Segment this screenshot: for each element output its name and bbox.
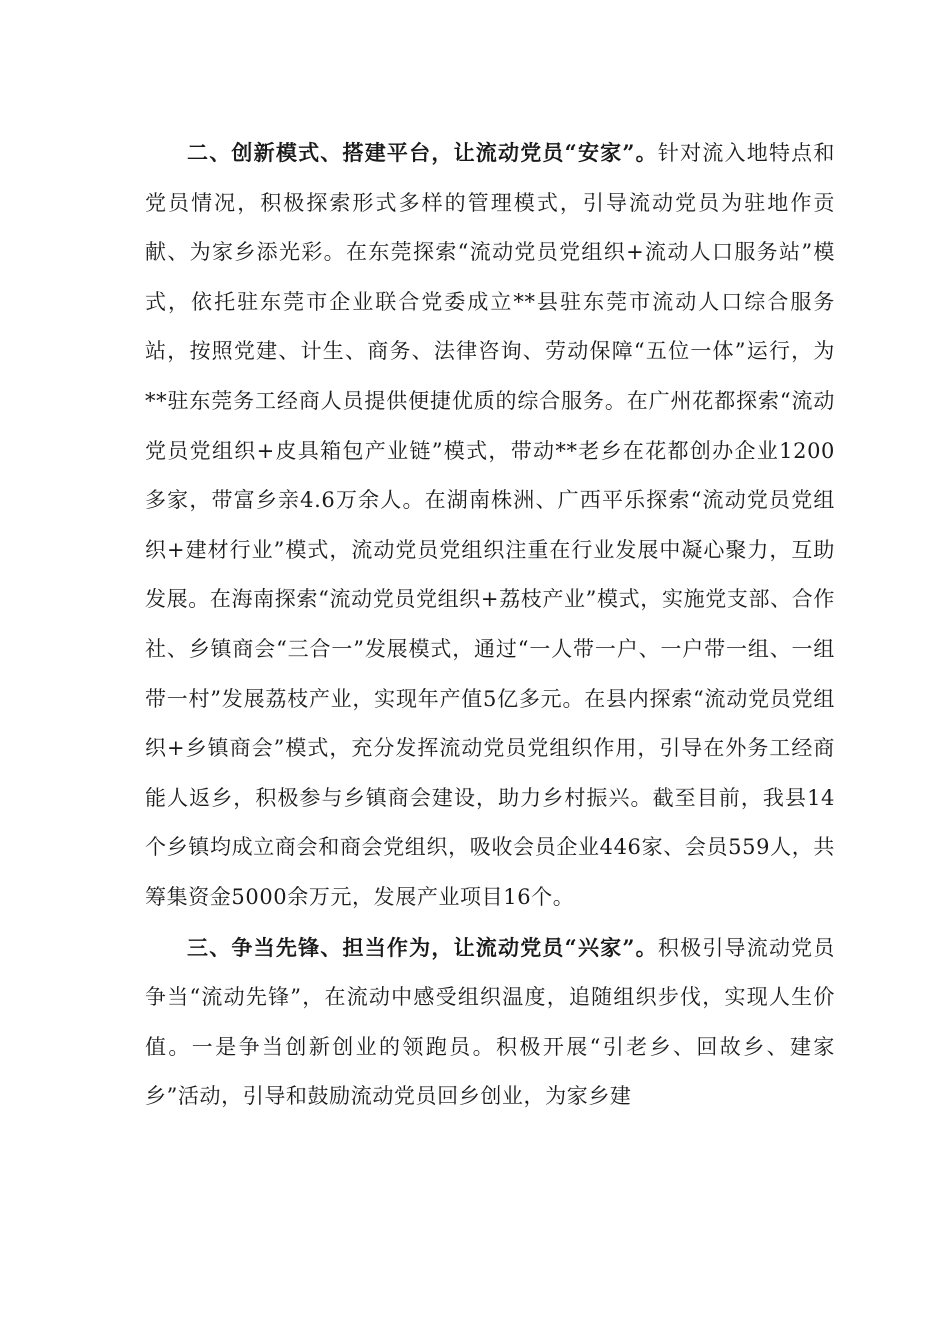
section-2-heading: 二、创新模式、搭建平台，让流动党员“安家”。 [187, 140, 658, 165]
paragraph-section-2 [145, 128, 835, 923]
section-3-body: 积极引导流动党员争当“流动先锋”，在流动中感受组织温度，追随组织步伐，实现人生价值。一是争当创新创业的领跑员。积极开展“引老乡、回故乡、建家乡”活动，引导和鼓励流动党员回乡创业，为家乡建 [145, 935, 835, 1109]
section-2-body: 针对流入地特点和党员情况，积极探索形式多样的管理模式，引导流动党员为驻地作贡献、为家乡添光彩。在东莞探索“流动党员党组织+流动人口服务站”模式，依托驻东莞市企业联合党委成立**县驻东莞市流动人口综合服务站，按照党建、计生、商务、法律咨询、劳动保障“五位一体”运行，为**驻东莞务工经商人员提供便捷优质的综合服务。在广州花都探索“流动党员党组织+皮具箱包产业链”模式，带动**老乡在花都创办企业1200多家，带富乡亲4.6万余人。在湖南株洲、广西平乐探索“流动党员党组织+建材行业”模式，流动党员党组织注重在行业发展中凝心聚力，互助发展。在海南探索“流动党员党组织+荔枝产业”模式，实施党支部、合作社、乡镇商会“三合一”发展模式，通过“一人带一户、一户带一组、一组带一村”发展荔枝产业，实现年产值5亿多元。在县内探索“流动党员党组织+乡镇商会”模式，充分发挥流动党员党组织作用，引导在外务工经商能人返乡，积极参与乡镇商会建设，助力乡村振兴。截至目前，我县14个乡镇均成立商会和商会党组织，吸收会员企业446家、会员559人，共筹集资金5000余万元，发展产业项目16个。 [145, 141, 835, 909]
document-body [145, 128, 835, 1122]
paragraph-section-3 [145, 923, 835, 1122]
section-3-heading: 三、争当先锋、担当作为，让流动党员“兴家”。 [187, 934, 658, 960]
